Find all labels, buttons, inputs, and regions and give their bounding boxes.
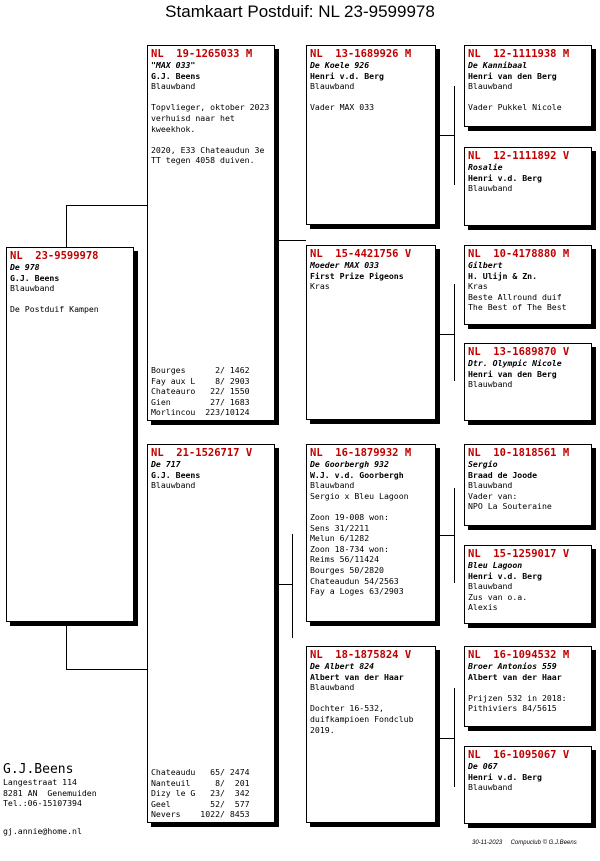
note-text: Topvlieger, oktober 2023 verhuisd naar het kweekhok. [151, 102, 270, 134]
breeder-name: G.J.Beens [3, 762, 74, 777]
results-list [151, 365, 250, 418]
pigeon-name: Rosalie [468, 162, 503, 172]
ring-number: NL 13-1689926 M [310, 48, 412, 60]
result-row: Fay aux L 8/ 2903 [151, 375, 250, 386]
ring-number: NL 16-1879932 M [310, 447, 412, 459]
owner-name: First Prize Pigeons [310, 270, 404, 281]
pigeon-card-ff [306, 45, 436, 225]
ring-number: NL 16-1094532 M [468, 649, 570, 661]
result-row: Chateaudu 65/ 2474 [151, 767, 250, 778]
pigeon-name: Dtr. Olympic Nicole [468, 358, 562, 368]
result-row: Chateauro 22/ 1550 [151, 386, 250, 397]
pigeon-card-mf [306, 444, 436, 622]
connector-line [66, 205, 148, 206]
pigeon-card-mmm [464, 746, 592, 824]
connector-line [66, 669, 148, 670]
info-line: Zoon 19-008 won: [310, 511, 389, 522]
info-line: Blauwband [310, 480, 355, 491]
pigeon-card-fmf [464, 245, 592, 325]
note-text: Vader Pukkel Nicole [468, 102, 562, 113]
ring-number: NL 10-1818561 M [468, 447, 570, 459]
breeder-email: gj.annie@home.nl [3, 826, 82, 836]
ring-number: NL 15-1259017 V [468, 548, 570, 560]
info-line: Blauwband [468, 480, 513, 491]
owner-name: G.J. Beens [10, 272, 60, 283]
result-row: Morlincou 223/10124 [151, 407, 250, 418]
owner-name: G.J. Beens [151, 70, 201, 81]
owner-name: H. Ulijn & Zn. [468, 270, 538, 281]
info-line: Blauwband [468, 581, 513, 592]
info-line: Zus van o.a. [468, 591, 528, 602]
connector-line [279, 584, 293, 585]
owner-name: Henri van den Berg [468, 368, 557, 379]
info-line: Bourges 50/2820 [310, 564, 384, 575]
pigeon-name: De Goorbergh 932 [310, 459, 389, 469]
pigeon-name: Gilbert [468, 260, 503, 270]
breeder-info [3, 762, 97, 809]
info-line: Sens 31/2211 [310, 522, 370, 533]
ring-number: NL 15-4421756 V [310, 248, 412, 260]
pigeon-card-ffm [464, 147, 592, 226]
info-line: Kras [468, 281, 488, 292]
color-text: Blauwband [10, 283, 55, 294]
color-text: Blauwband [151, 81, 196, 92]
color-text: Blauwband [468, 183, 513, 194]
note-text: De Postduif Kampen [10, 304, 99, 315]
info-line: Chateaudun 54/2563 [310, 575, 399, 586]
ring-number: NL 12-1111892 V [468, 150, 570, 162]
owner-name: Albert van der Haar [468, 671, 562, 682]
ring-number: NL 19-1265033 M [151, 48, 253, 60]
connector-line [292, 534, 293, 638]
ring-number: NL 13-1689870 V [468, 346, 570, 358]
pigeon-name: De 978 [10, 262, 40, 272]
color-text: Blauwband [310, 81, 355, 92]
info-line: Reims 56/11424 [310, 554, 380, 565]
pigeon-card-mfm [464, 545, 592, 624]
owner-name: Henri v.d. Berg [468, 771, 542, 782]
info-line: Fay a Loges 63/2903 [310, 586, 404, 597]
owner-name: Braad de Joode [468, 469, 538, 480]
color-text: Blauwband [310, 682, 355, 693]
ring-number: NL 10-4178880 M [468, 248, 570, 260]
pigeon-name: De Albert 824 [310, 661, 375, 671]
pigeon-name: De Kannibaal [468, 60, 528, 70]
connector-line [279, 240, 306, 241]
info-line: Melun 6/1282 [310, 533, 370, 544]
pigeon-card-mm [306, 646, 436, 823]
color-text: Kras [310, 281, 330, 292]
results-list [151, 767, 250, 820]
color-text: Blauwband [468, 379, 513, 390]
owner-name: Henri v.d. Berg [468, 570, 542, 581]
connector-line [440, 535, 455, 536]
info-line: NPO La Souteraine [468, 501, 552, 512]
result-row: Nanteuil 8/ 201 [151, 777, 250, 788]
color-text: Blauwband [468, 81, 513, 92]
result-row: Nevers 1022/ 8453 [151, 809, 250, 820]
pigeon-name: De 717 [151, 459, 181, 469]
color-text: Blauwband [151, 480, 196, 491]
ring-number: NL 23-9599978 [10, 250, 99, 262]
pigeon-name: "MAX 033" [151, 60, 196, 70]
breeder-street: Langestraat 114 [3, 777, 77, 787]
ring-number: NL 18-1875824 V [310, 649, 412, 661]
info-line: Alexis [468, 602, 498, 613]
info-line: Zoon 18-734 won: [310, 543, 389, 554]
pigeon-card-mmf [464, 646, 592, 727]
footer-text: 30-11-2023 Compuclub © G.J.Beens [472, 840, 577, 846]
owner-name: Henri v.d. Berg [468, 172, 542, 183]
page-title: Stamkaart Postduif: NL 23-9599978 [165, 2, 435, 21]
pigeon-card-mff [464, 444, 592, 526]
result-row: Dizy le G 23/ 342 [151, 788, 250, 799]
pigeon-card-father [147, 45, 275, 421]
info-line: Beste Allround duif [468, 291, 562, 302]
info-line: Prijzen 532 in 2018: [468, 692, 567, 703]
note-text: Vader MAX 033 [310, 102, 375, 113]
connector-line [440, 334, 455, 335]
pigeon-name: De 067 [468, 761, 498, 771]
connector-line [454, 284, 455, 381]
breeder-city: 8281 AN Genemuiden [3, 787, 97, 798]
pigeon-name: Sergio [468, 459, 498, 469]
pigeon-card-fff [464, 45, 592, 127]
result-row: Geel 52/ 577 [151, 798, 250, 809]
ring-number: NL 12-1111938 M [468, 48, 570, 60]
ring-number: NL 16-1095067 V [468, 749, 570, 761]
pigeon-name: Bleu Lagoon [468, 560, 523, 570]
result-row: Bourges 2/ 1462 [151, 365, 250, 376]
owner-name: G.J. Beens [151, 469, 201, 480]
connector-line [440, 135, 455, 136]
info-line: The Best of The Best [468, 302, 567, 313]
pigeon-card-subject [6, 247, 134, 622]
pigeon-card-mother [147, 444, 275, 823]
note-text: 2020, E33 Chateaudun 3e TT tegen 4058 duiven. [151, 144, 265, 166]
owner-name: W.J. v.d. Goorbergh [310, 469, 404, 480]
info-line: Pithiviers 84/5615 [468, 703, 557, 714]
owner-name: Henri v.d. Berg [310, 70, 384, 81]
pigeon-name: De Koele 926 [310, 60, 370, 70]
pigeon-card-fm [306, 245, 436, 420]
info-line: Vader van: [468, 490, 518, 501]
breeder-phone: Tel.:06-15107394 [3, 798, 82, 809]
connector-line [440, 738, 455, 739]
pigeon-name: Broer Antonios 559 [468, 661, 557, 671]
note-text: Dochter 16-532, duifkampioen Fondclub 2019. [310, 703, 414, 735]
info-line: Sergio x Bleu Lagoon [310, 490, 409, 501]
owner-name: Albert van der Haar [310, 671, 404, 682]
pigeon-card-fmm [464, 343, 592, 421]
ring-number: NL 21-1526717 V [151, 447, 253, 459]
color-text: Blauwband [468, 782, 513, 793]
pigeon-name: Moeder MAX 033 [310, 260, 380, 270]
owner-name: Henri van den Berg [468, 70, 557, 81]
result-row: Gien 27/ 1683 [151, 396, 250, 407]
